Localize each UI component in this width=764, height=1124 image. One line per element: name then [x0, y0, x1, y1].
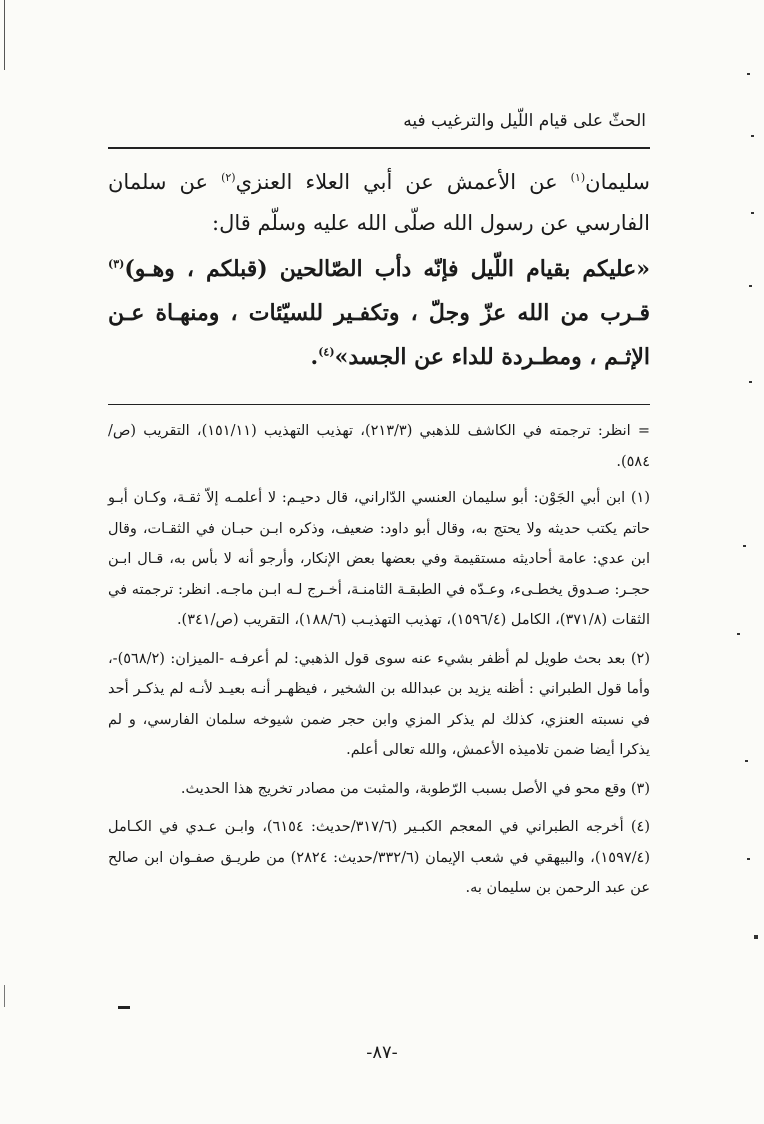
footnote-continuation: = انظر: ترجمته في الكاشف للذهبي (٢١٣/٣)، تهذيب التهذيب (١٥١/١١)، التقريب (ص/٥٨٤). — [108, 423, 651, 470]
scan-edge-line — [4, 985, 5, 1007]
scan-speck — [751, 135, 754, 137]
hadith-text — [108, 247, 650, 379]
isnad-text — [108, 162, 650, 244]
hadith-part: قـرب من الله عزّ وجلّ ، وتكفـير للسيّئات ، ومنهـاة عـن الإثـم ، ومطـردة للداء عن الجسد» — [108, 300, 650, 370]
footnotes — [108, 416, 650, 912]
isnad-part: سليمان — [585, 170, 650, 194]
footnote-ref: (٢) — [221, 171, 236, 184]
isnad-part: عن الأعمش عن أبي العلاء العنزي — [235, 170, 571, 194]
footnote-1: (١) ابن أبي الجَوْن: أبو سليمان العنسي الدّاراني، قال دحيـم: لا أعلمـه إلاّ ثقـة، وكـان أبـو حاتم يكتب حديثه ولا يحتج به، وقال أبو داود: ضعيف، وذكره ابـن حبـان في الثقـات، وقال ابن عدي: عامة أحاديثه مستقيمة وفي بعضها بعض الإنكار، وأرجو أنه لا بأس به، قـال ابـن حجـر: صـدوق يخطـىء، وعـدّه في الطبقـة الثامنـة، أخـرج لـه ابـن ماجـه. انظر: ترجمته في الثقات (٣٧١/٨)، الكامل (١٥٩٦/٤)، تهذيب التهذيـب (١٨٨/٦)، التقريب (ص/٣٤١). — [108, 490, 650, 628]
scan-speck — [747, 858, 750, 860]
scan-edge-line — [4, 0, 5, 70]
footnote-rule — [108, 404, 650, 405]
isnad-part: عن سلمان الفارسي عن رسول الله صلّى الله عليه وسلّم قال: — [108, 170, 650, 235]
page-number: -٨٧- — [366, 1042, 398, 1063]
hadith-part: «عليكم بقيام اللّيل فإنّه دأب الصّالحين (قبلكم ، وهـو) — [124, 256, 650, 282]
scan-speck — [751, 212, 754, 214]
running-head: الحثّ على قيام اللّيل والترغيب فيه — [403, 111, 646, 131]
footnote-3: (٣) وقع محو في الأصل بسبب الرّطوبة، والمثبت من مصادر تخريج هذا الحديث. — [180, 780, 650, 797]
scan-speck — [749, 285, 752, 287]
footnote-ref: (٣) — [108, 257, 125, 271]
scan-speck — [743, 545, 746, 547]
footnote-ref: (٤) — [318, 345, 335, 359]
scan-speck — [747, 73, 750, 75]
scan-speck — [754, 935, 758, 939]
footnote-4: (٤) أخرجه الطبراني في المعجم الكبـير (٣١٧/٦/حديث: ٦١٥٤)، وابـن عـدي في الكـامل (١٥٩٧/٤)، والبيهقي في شعب الإيمان (٣٣٢/٦/حديث: ٢٨٢٤) من طريـق صفـوان ابن صالح عن عبد الرحمن بن سليمان به. — [108, 819, 651, 896]
footnote-ref: (١) — [570, 171, 586, 184]
scan-speck — [737, 633, 740, 635]
scan-speck — [745, 760, 748, 762]
header-rule — [108, 147, 650, 149]
continuation-mark — [118, 1006, 130, 1009]
hadith-part: . — [310, 344, 319, 370]
scan-speck — [749, 381, 752, 383]
footnote-2: (٢) بعد بحث طويل لم أظفر بشيء عنه سوى قول الذهبي: لم أعرفـه -الميزان: (٥٦٨/٢)-، وأما قول الطبراني : أظنه يزيد بن عبدالله بن الشخير ، فيظهـر أنـه بعيـد لأنـه لم يذكـر أحد في نسبته العنزي، كذلك لم يذكر المزي وابن حجر ضمن شيوخه سلمان الفارسي، و لم يذكرا أيضا ضمن تلاميذه الأعمش، والله تعالى أعلم. — [108, 650, 650, 758]
